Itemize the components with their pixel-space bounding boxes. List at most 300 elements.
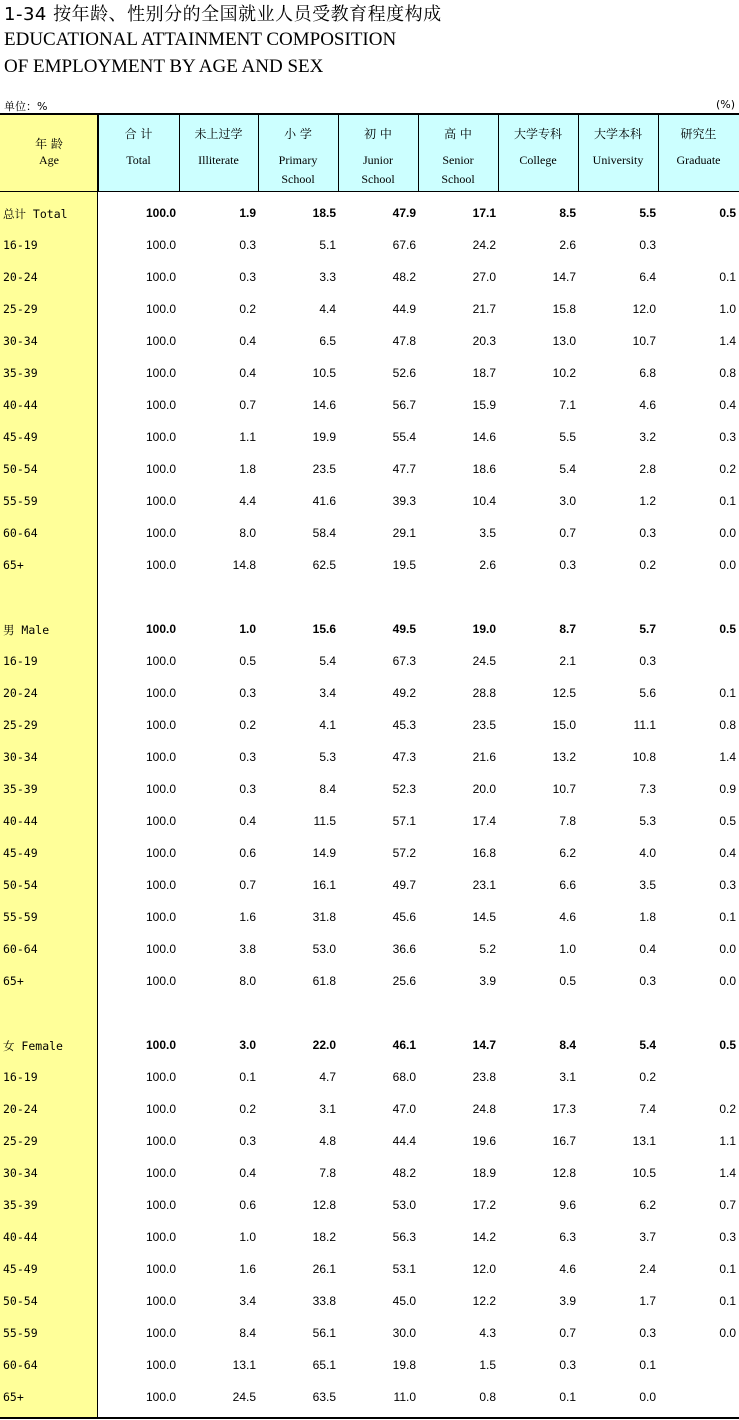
table-cell: 14.6 xyxy=(312,398,336,412)
table-cell: 14.8 xyxy=(232,558,256,572)
table-cell: 0.3 xyxy=(239,1134,256,1148)
table-cell: 1.4 xyxy=(719,750,736,764)
table-cell: 0.3 xyxy=(719,878,736,892)
row-label: 35-39 xyxy=(3,1198,38,1212)
table-cell: 0.0 xyxy=(719,1326,736,1340)
table-body xyxy=(0,198,739,1414)
table-cell: 20.0 xyxy=(472,782,496,796)
table-cell: 8.5 xyxy=(559,206,576,220)
table-cell: 23.8 xyxy=(472,1070,496,1084)
table-cell: 0.2 xyxy=(719,462,736,476)
table-cell: 0.1 xyxy=(719,270,736,284)
table-cell: 16.7 xyxy=(552,1134,576,1148)
table-cell: 8.0 xyxy=(239,526,256,540)
table-row xyxy=(0,422,739,454)
table-cell: 0.3 xyxy=(639,974,656,988)
table-cell: 0.3 xyxy=(639,526,656,540)
table-row xyxy=(0,550,739,582)
table-cell: 1.4 xyxy=(719,1166,736,1180)
table-cell: 0.3 xyxy=(719,430,736,444)
table-cell: 12.5 xyxy=(552,686,576,700)
row-label: 30-34 xyxy=(3,334,38,348)
table-cell: 0.8 xyxy=(719,718,736,732)
table-cell: 0.2 xyxy=(239,718,256,732)
table-cell: 1.1 xyxy=(239,430,256,444)
table-cell: 0.3 xyxy=(639,654,656,668)
table-cell: 0.8 xyxy=(479,1390,496,1404)
table-cell: 0.3 xyxy=(239,270,256,284)
table-cell: 0.4 xyxy=(719,846,736,860)
table-cell: 21.6 xyxy=(472,750,496,764)
table-cell: 0.2 xyxy=(239,1102,256,1116)
table-cell: 100.0 xyxy=(145,206,176,220)
table-cell: 100.0 xyxy=(145,398,176,412)
table-cell: 33.8 xyxy=(312,1294,336,1308)
table-cell: 52.6 xyxy=(392,366,416,380)
table-cell: 100.0 xyxy=(145,686,176,700)
table-cell: 6.6 xyxy=(559,878,576,892)
table-cell: 49.7 xyxy=(392,878,416,892)
row-label: 25-29 xyxy=(3,302,38,316)
table-cell: 100.0 xyxy=(145,814,176,828)
table-cell: 52.3 xyxy=(392,782,416,796)
row-label: 65+ xyxy=(3,1390,24,1404)
table-cell: 29.1 xyxy=(392,526,416,540)
table-cell: 4.6 xyxy=(559,1262,576,1276)
table-cell: 4.4 xyxy=(319,302,336,316)
table-cell: 44.4 xyxy=(392,1134,416,1148)
table-cell: 0.0 xyxy=(719,942,736,956)
table-cell: 13.1 xyxy=(632,1134,656,1148)
table-cell: 9.6 xyxy=(559,1198,576,1212)
table-cell: 23.5 xyxy=(312,462,336,476)
table-cell: 24.5 xyxy=(232,1390,256,1404)
table-cell: 0.3 xyxy=(239,686,256,700)
row-label: 55-59 xyxy=(3,1326,38,1340)
row-label: 16-19 xyxy=(3,238,38,252)
table-cell: 14.9 xyxy=(312,846,336,860)
table-row xyxy=(0,390,739,422)
table-cell: 3.9 xyxy=(479,974,496,988)
table-cell: 0.6 xyxy=(239,846,256,860)
table-cell: 45.6 xyxy=(392,910,416,924)
table-cell: 27.0 xyxy=(472,270,496,284)
section-gap xyxy=(0,582,739,614)
table-cell: 5.3 xyxy=(319,750,336,764)
table-cell: 21.7 xyxy=(472,302,496,316)
table-cell: 6.8 xyxy=(639,366,656,380)
table-cell: 3.2 xyxy=(639,430,656,444)
header-rule xyxy=(0,191,739,192)
table-cell: 14.6 xyxy=(472,430,496,444)
table-cell: 4.3 xyxy=(479,1326,496,1340)
header-cell xyxy=(578,115,658,191)
table-cell: 8.4 xyxy=(559,1038,576,1052)
table-row xyxy=(0,486,739,518)
table-cell: 100.0 xyxy=(145,718,176,732)
table-cell: 24.2 xyxy=(472,238,496,252)
table-cell: 100.0 xyxy=(145,526,176,540)
table-row xyxy=(0,1126,739,1158)
row-label: 40-44 xyxy=(3,1230,38,1244)
table-cell: 8.4 xyxy=(319,782,336,796)
table-cell: 0.5 xyxy=(719,814,736,828)
table-cell: 36.6 xyxy=(392,942,416,956)
table-cell: 100.0 xyxy=(145,910,176,924)
table-cell: 100.0 xyxy=(145,1326,176,1340)
table-cell: 7.8 xyxy=(319,1166,336,1180)
table-cell: 13.1 xyxy=(232,1358,256,1372)
table-row xyxy=(0,678,739,710)
table-cell: 17.4 xyxy=(472,814,496,828)
table-cell: 6.3 xyxy=(559,1230,576,1244)
table-cell: 4.6 xyxy=(639,398,656,412)
table-cell: 0.5 xyxy=(719,1038,736,1052)
table-cell: 1.0 xyxy=(239,1230,256,1244)
table-cell: 45.0 xyxy=(392,1294,416,1308)
table-row xyxy=(0,1158,739,1190)
table-cell: 17.2 xyxy=(472,1198,496,1212)
table-row xyxy=(0,806,739,838)
percent-mark: (%) xyxy=(715,98,735,111)
header-cell xyxy=(179,115,258,191)
table-cell: 0.4 xyxy=(639,942,656,956)
table-cell: 0.2 xyxy=(639,1070,656,1084)
row-label: 60-64 xyxy=(3,526,38,540)
table-cell: 67.6 xyxy=(392,238,416,252)
table-cell: 100.0 xyxy=(145,1070,176,1084)
table-cell: 47.7 xyxy=(392,462,416,476)
table-cell: 48.2 xyxy=(392,1166,416,1180)
table-cell: 17.3 xyxy=(552,1102,576,1116)
table-cell: 5.3 xyxy=(639,814,656,828)
row-label: 55-59 xyxy=(3,494,38,508)
table-cell: 5.5 xyxy=(559,430,576,444)
table-cell: 100.0 xyxy=(145,558,176,572)
table-cell: 19.9 xyxy=(312,430,336,444)
table-cell: 100.0 xyxy=(145,878,176,892)
row-label: 16-19 xyxy=(3,654,38,668)
table-cell: 4.0 xyxy=(639,846,656,860)
table-cell: 1.7 xyxy=(639,1294,656,1308)
table-cell: 10.4 xyxy=(472,494,496,508)
table-cell: 5.1 xyxy=(319,238,336,252)
table-row xyxy=(0,646,739,678)
table-cell: 3.0 xyxy=(559,494,576,508)
table-cell: 100.0 xyxy=(145,1230,176,1244)
table-cell: 4.7 xyxy=(319,1070,336,1084)
table-cell: 100.0 xyxy=(145,622,176,636)
row-label: 35-39 xyxy=(3,782,38,796)
row-label: 65+ xyxy=(3,974,24,988)
row-label: 45-49 xyxy=(3,430,38,444)
table-cell: 0.3 xyxy=(239,238,256,252)
table-cell: 0.0 xyxy=(639,1390,656,1404)
table-cell: 16.1 xyxy=(312,878,336,892)
table-cell: 100.0 xyxy=(145,1358,176,1372)
table-cell: 57.2 xyxy=(392,846,416,860)
table-title-en-line2: OF EMPLOYMENT BY AGE AND SEX xyxy=(4,56,324,77)
header-cell xyxy=(338,115,418,191)
table-cell: 61.8 xyxy=(312,974,336,988)
table-cell: 62.5 xyxy=(312,558,336,572)
table-cell: 100.0 xyxy=(145,462,176,476)
header-cn: 大学专科 xyxy=(513,127,562,141)
table-row xyxy=(0,326,739,358)
table-cell: 1.2 xyxy=(639,494,656,508)
table-cell: 0.3 xyxy=(719,1230,736,1244)
table-cell: 2.4 xyxy=(639,1262,656,1276)
table-cell: 0.2 xyxy=(719,1102,736,1116)
table-cell: 48.2 xyxy=(392,270,416,284)
table-cell: 100.0 xyxy=(145,334,176,348)
header-cell xyxy=(498,115,578,191)
table-cell: 0.7 xyxy=(559,1326,576,1340)
table-cell: 1.4 xyxy=(719,334,736,348)
row-label: 25-29 xyxy=(3,1134,38,1148)
table-cell: 0.4 xyxy=(239,814,256,828)
table-cell: 100.0 xyxy=(145,1262,176,1276)
table-cell: 19.0 xyxy=(472,622,496,636)
table-cell: 68.0 xyxy=(392,1070,416,1084)
table-cell: 14.7 xyxy=(552,270,576,284)
section-total-row xyxy=(0,198,739,230)
table-title-en-line1: EDUCATIONAL ATTAINMENT COMPOSITION xyxy=(4,29,397,50)
header-cn: 高 中 xyxy=(444,127,472,141)
title-block xyxy=(4,4,734,80)
table-cell: 12.2 xyxy=(472,1294,496,1308)
table-cell: 0.1 xyxy=(719,910,736,924)
table-cell: 23.5 xyxy=(472,718,496,732)
table-cell: 30.0 xyxy=(392,1326,416,1340)
header-en: Illiterate xyxy=(198,153,239,167)
table-cell: 57.1 xyxy=(392,814,416,828)
table-cell: 0.4 xyxy=(239,366,256,380)
table-cell: 0.7 xyxy=(239,878,256,892)
table-cell: 17.1 xyxy=(472,206,496,220)
table-cell: 0.8 xyxy=(719,366,736,380)
table-cell: 67.3 xyxy=(392,654,416,668)
table-row xyxy=(0,1318,739,1350)
table-row xyxy=(0,870,739,902)
table-cell: 0.1 xyxy=(719,1262,736,1276)
header-cell xyxy=(0,115,98,191)
table-cell: 8.7 xyxy=(559,622,576,636)
table-cell: 0.1 xyxy=(719,494,736,508)
table-cell: 47.8 xyxy=(392,334,416,348)
table-cell: 4.4 xyxy=(239,494,256,508)
table-cell: 0.0 xyxy=(719,974,736,988)
table-cell: 10.2 xyxy=(552,366,576,380)
table-cell: 63.5 xyxy=(312,1390,336,1404)
table-cell: 47.0 xyxy=(392,1102,416,1116)
header-en: Graduate xyxy=(676,153,721,167)
table-cell: 49.5 xyxy=(392,622,416,636)
table-cell: 0.5 xyxy=(559,974,576,988)
table-cell: 0.6 xyxy=(239,1198,256,1212)
table-cell: 0.2 xyxy=(239,302,256,316)
table-cell: 0.1 xyxy=(719,686,736,700)
row-label: 65+ xyxy=(3,558,24,572)
row-label: 40-44 xyxy=(3,814,38,828)
table-cell: 5.4 xyxy=(559,462,576,476)
table-cell: 58.4 xyxy=(312,526,336,540)
table-cell: 100.0 xyxy=(145,942,176,956)
table-cell: 100.0 xyxy=(145,1198,176,1212)
table-row xyxy=(0,1222,739,1254)
table-cell: 7.4 xyxy=(639,1102,656,1116)
table-cell: 100.0 xyxy=(145,1294,176,1308)
table-cell: 8.0 xyxy=(239,974,256,988)
row-label: 25-29 xyxy=(3,718,38,732)
table-cell: 5.6 xyxy=(639,686,656,700)
table-cell: 56.1 xyxy=(312,1326,336,1340)
table-cell: 1.8 xyxy=(239,462,256,476)
table-cell: 1.0 xyxy=(559,942,576,956)
table-cell: 0.3 xyxy=(639,1326,656,1340)
table-cell: 53.0 xyxy=(312,942,336,956)
table-cell: 15.0 xyxy=(552,718,576,732)
table-cell: 100.0 xyxy=(145,846,176,860)
table-row xyxy=(0,1286,739,1318)
table-cell: 8.4 xyxy=(239,1326,256,1340)
table-cell: 0.7 xyxy=(239,398,256,412)
table-cell: 3.0 xyxy=(239,1038,256,1052)
table-cell: 15.6 xyxy=(312,622,336,636)
row-label: 50-54 xyxy=(3,1294,38,1308)
header-en: University xyxy=(592,153,644,167)
table-cell: 18.7 xyxy=(472,366,496,380)
table-row xyxy=(0,934,739,966)
table-cell: 3.4 xyxy=(319,686,336,700)
table-cell: 100.0 xyxy=(145,974,176,988)
row-label: 40-44 xyxy=(3,398,38,412)
table-cell: 12.0 xyxy=(632,302,656,316)
header-en: Primary School xyxy=(278,153,318,186)
table-row xyxy=(0,1350,739,1382)
table-cell: 23.1 xyxy=(472,878,496,892)
table-cell: 100.0 xyxy=(145,654,176,668)
table-cell: 0.3 xyxy=(239,782,256,796)
table-cell: 100.0 xyxy=(145,302,176,316)
table-cell: 18.2 xyxy=(312,1230,336,1244)
table-row xyxy=(0,838,739,870)
header-cn: 年 龄 xyxy=(35,137,63,151)
table-row xyxy=(0,294,739,326)
row-label: 60-64 xyxy=(3,1358,38,1372)
row-label: 50-54 xyxy=(3,878,38,892)
section-total-row xyxy=(0,614,739,646)
row-label: 50-54 xyxy=(3,462,38,476)
table-cell: 19.6 xyxy=(472,1134,496,1148)
table-cell: 0.3 xyxy=(639,238,656,252)
row-label: 35-39 xyxy=(3,366,38,380)
header-cn: 大学本科 xyxy=(593,127,642,141)
table-cell: 0.4 xyxy=(719,398,736,412)
table-cell: 5.4 xyxy=(639,1038,656,1052)
header-cn: 合 计 xyxy=(124,127,153,141)
table-cell: 2.6 xyxy=(559,238,576,252)
table-cell: 11.5 xyxy=(313,814,336,828)
table-cell: 14.2 xyxy=(472,1230,496,1244)
table-cell: 22.0 xyxy=(312,1038,336,1052)
table-row xyxy=(0,230,739,262)
table-cell: 100.0 xyxy=(145,1134,176,1148)
table-row xyxy=(0,774,739,806)
header-cn: 小 学 xyxy=(284,127,312,141)
table-cell: 0.0 xyxy=(719,558,736,572)
table-cell: 0.1 xyxy=(639,1358,656,1372)
table-cell: 3.1 xyxy=(559,1070,576,1084)
table-row xyxy=(0,742,739,774)
table-cell: 4.6 xyxy=(559,910,576,924)
table-cell: 2.1 xyxy=(559,654,576,668)
table-cell: 15.9 xyxy=(472,398,496,412)
table-cell: 0.5 xyxy=(719,206,736,220)
bottom-rule xyxy=(0,1417,739,1419)
table-cell: 31.8 xyxy=(312,910,336,924)
table-cell: 1.6 xyxy=(239,1262,256,1276)
table-cell: 26.1 xyxy=(312,1262,336,1276)
table-cell: 0.7 xyxy=(719,1198,736,1212)
header-cn: 研究生 xyxy=(680,127,717,141)
table-cell: 2.8 xyxy=(639,462,656,476)
row-label: 30-34 xyxy=(3,750,38,764)
table-cell: 0.4 xyxy=(239,1166,256,1180)
table-cell: 19.8 xyxy=(392,1358,416,1372)
row-label: 30-34 xyxy=(3,1166,38,1180)
row-label: 20-24 xyxy=(3,270,38,284)
header-cell xyxy=(658,115,739,191)
table-cell: 10.7 xyxy=(552,782,576,796)
table-cell: 3.1 xyxy=(319,1102,336,1116)
table-cell: 65.1 xyxy=(312,1358,336,1372)
table-cell: 0.2 xyxy=(639,558,656,572)
table-row xyxy=(0,1382,739,1414)
table-cell: 11.0 xyxy=(393,1390,416,1404)
table-cell: 46.1 xyxy=(392,1038,416,1052)
table-cell: 1.5 xyxy=(479,1358,496,1372)
table-cell: 0.9 xyxy=(719,782,736,796)
table-cell: 3.7 xyxy=(639,1230,656,1244)
header-en: Total xyxy=(126,153,151,167)
table-cell: 10.5 xyxy=(312,366,336,380)
table-cell: 0.4 xyxy=(239,334,256,348)
table-cell: 1.6 xyxy=(239,910,256,924)
table-cell: 6.5 xyxy=(319,334,336,348)
table-cell: 18.9 xyxy=(472,1166,496,1180)
table-cell: 49.2 xyxy=(392,686,416,700)
table-cell: 0.3 xyxy=(239,750,256,764)
table-cell: 44.9 xyxy=(392,302,416,316)
table-cell: 0.3 xyxy=(559,1358,576,1372)
row-label: 60-64 xyxy=(3,942,38,956)
table-row xyxy=(0,518,739,550)
header-cell xyxy=(258,115,338,191)
table-cell: 2.6 xyxy=(479,558,496,572)
table-cell: 100.0 xyxy=(145,782,176,796)
table-cell: 1.9 xyxy=(239,206,256,220)
table-cell: 100.0 xyxy=(145,1038,176,1052)
table-cell: 100.0 xyxy=(145,270,176,284)
table-cell: 28.8 xyxy=(472,686,496,700)
table-cell: 7.8 xyxy=(559,814,576,828)
header-en: Age xyxy=(39,153,59,167)
table-cell: 13.0 xyxy=(552,334,576,348)
table-cell: 1.0 xyxy=(239,622,256,636)
table-cell: 0.1 xyxy=(559,1390,576,1404)
table-cell: 24.5 xyxy=(472,654,496,668)
